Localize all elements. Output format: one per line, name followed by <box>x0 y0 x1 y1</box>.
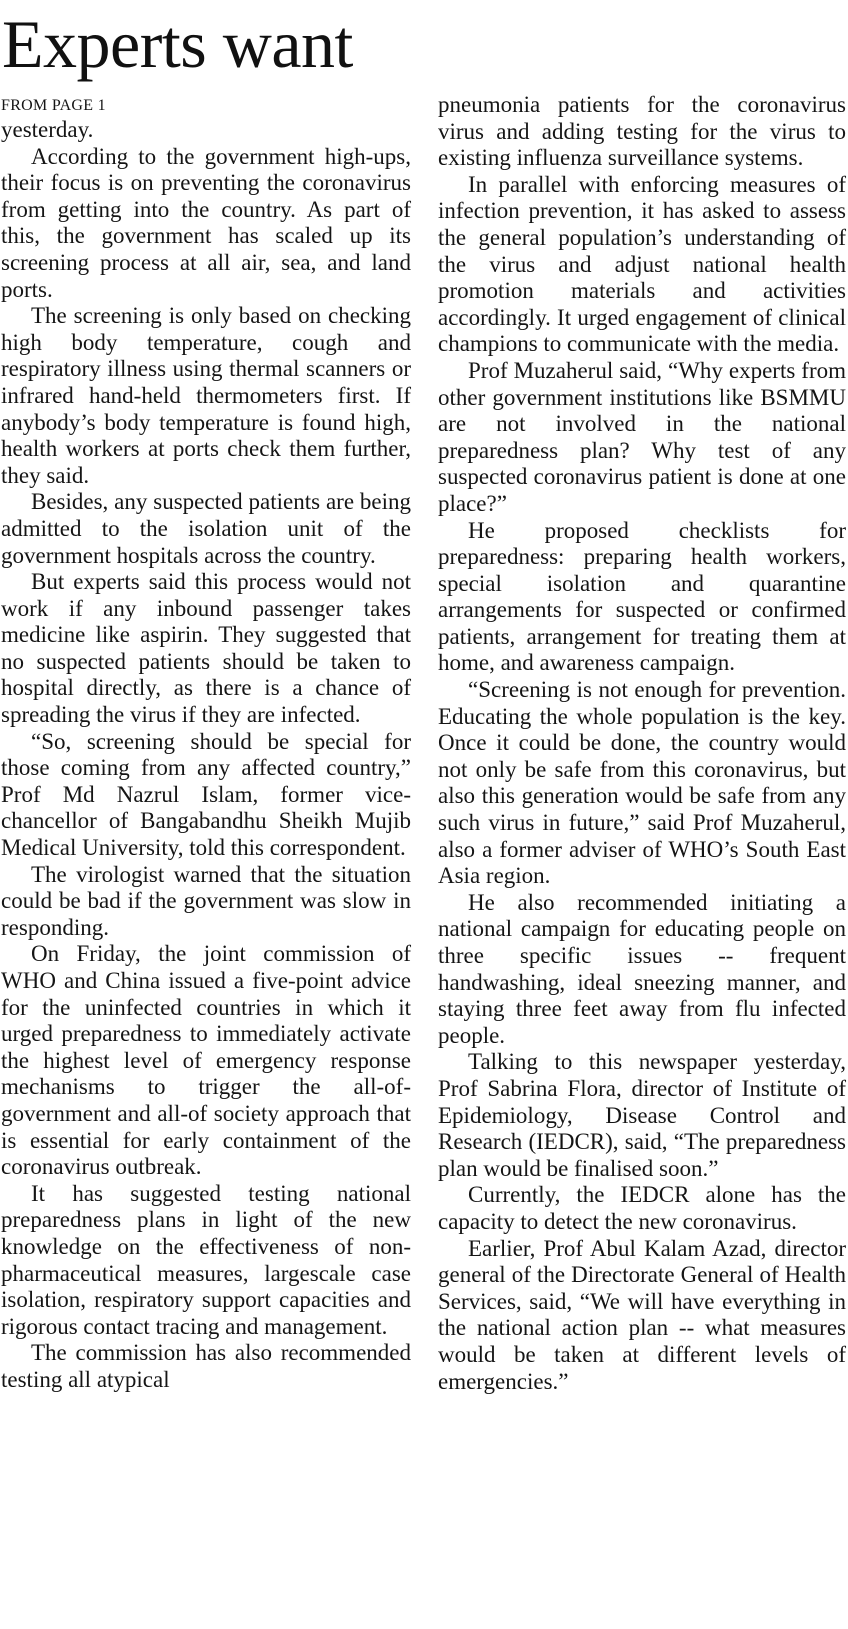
paragraph: The virologist warned that the situation could be bad if the government was slow in responding. <box>1 861 411 940</box>
paragraph: “Screening is not enough for prevention. Educating the whole population is the key. Once it could be done, the country would not only be safe from this coronavirus, but also this generation would be safe from any such virus in future,” said Prof Muzaherul, also a former adviser of WHO’s South East Asia region. <box>438 677 846 889</box>
paragraph: According to the government high-ups, their focus is on preventing the coronavirus from getting into the country. As part of this, the government has scaled up its screening process at all air, sea, and land ports. <box>1 143 411 302</box>
paragraph: It has suggested testing national preparedness plans in light of the new knowledge on the effectiveness of non-pharmaceutical measures, largescale case isolation, respiratory support capacities and rigorous contact tracing and management. <box>1 1180 411 1339</box>
paragraph: The screening is only based on checking high body temperature, cough and respiratory illness using thermal scanners or infrared hand-held thermometers first. If anybody’s body temperature is found high, health workers at ports check them further, they said. <box>1 303 411 488</box>
paragraph: yesterday. <box>1 117 94 142</box>
paragraph: The commission has also recommended testing all atypical <box>1 1340 411 1392</box>
right-column <box>438 92 846 1395</box>
paragraph: pneumonia patients for the coronavirus virus and adding testing for the virus to existing influenza surveillance systems. <box>438 92 846 171</box>
paragraph: Earlier, Prof Abul Kalam Azad, director general of the Directorate General of Health Services, said, “We will have everything in the national action plan -- what measures would be taken at different levels of emergencies.” <box>438 1235 846 1394</box>
paragraph: But experts said this process would not work if any inbound passenger takes medicine like aspirin. They suggested that no suspected patients should be taken to hospital directly, as there is a chance of spreading the virus if they are infected. <box>1 569 411 728</box>
paragraph: In parallel with enforcing measures of infection prevention, it has asked to assess the general population’s understanding of the virus and adjust national health promotion materials and activities accordingly. It urged engagement of clinical champions to communicate with the media. <box>438 171 846 357</box>
paragraph: Talking to this newspaper yesterday, Prof Sabrina Flora, director of Institute of Epidemiology, Disease Control and Research (IEDCR), said, “The preparedness plan would be finalised soon.” <box>438 1049 846 1181</box>
paragraph: He proposed checklists for preparedness: preparing health workers, special isolation and quarantine arrangements for suspected or confirmed patients, arrangement for treating them at home, and awareness campaign. <box>438 517 846 676</box>
paragraph: Currently, the IEDCR alone has the capacity to detect the new coronavirus. <box>438 1182 846 1234</box>
paragraph: On Friday, the joint commission of WHO and China issued a five-point advice for the uninfected countries in which it urged preparedness to immediately activate the highest level of emergency response mechanisms to trigger the all-of-government and all-of society approach that is essential for early containment of the coronavirus outbreak. <box>1 941 411 1180</box>
paragraph: “So, screening should be special for those coming from any affected country,” Prof Md Nazrul Islam, former vice-chancellor of Bangabandhu Sheikh Mujib Medical University, told this correspondent. <box>1 728 411 861</box>
paragraph: He also recommended initiating a national campaign for educating people on three specific issues -- frequent handwashing, ideal sneezing manner, and staying three feet away from flu infected people. <box>438 889 846 1048</box>
left-column <box>1 92 411 1394</box>
paragraph: Besides, any suspected patients are being admitted to the isolation unit of the government hospitals across the country. <box>1 489 411 568</box>
headline: Experts want <box>2 6 353 82</box>
jump-line: FROM PAGE 1 <box>1 97 106 114</box>
paragraph: Prof Muzaherul said, “Why experts from other government institutions like BSMMU are not involved in the national preparedness plan? Why test of any suspected coronavirus patient is done at one place?” <box>438 357 846 516</box>
